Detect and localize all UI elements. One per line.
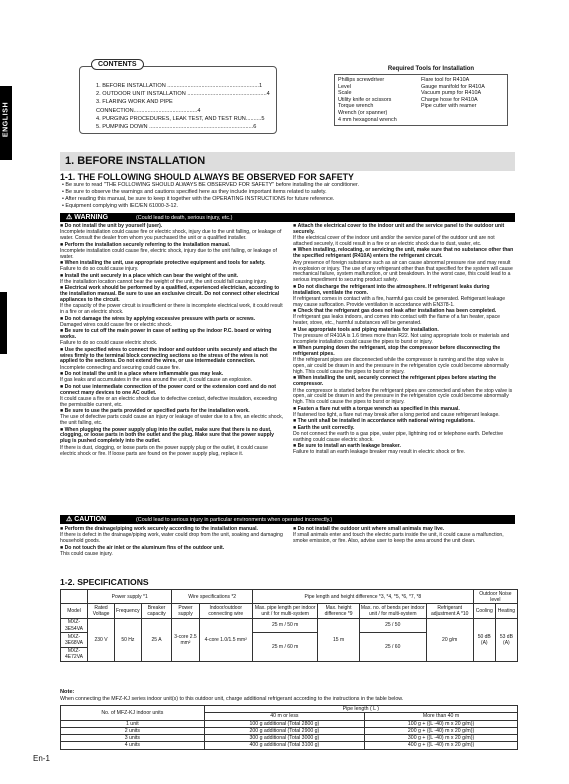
instruction-heading: ■ When plugging the power supply plug into the outlet, make sure that there is no dust, clogging, or loose parts in both the outlet and the plug. Make sure that the power supply plug is pushed completely into the outlet.: [60, 428, 285, 446]
table-cell: Pipe length and height difference *3, *4, *5, *6, *7, *8: [252, 590, 473, 604]
table-cell: 50 dB (A): [473, 618, 495, 661]
instruction-text: Incomplete installation could cause fire or electric shock, injury due to the unit falling, or leakage of water. Consult the dealer from whom you purchased the unit or a qualified installer.: [60, 229, 282, 242]
instruction-text: Damaged wires could cause fire or electric shock.: [60, 321, 173, 328]
table-cell: 200 g additional (Total 2900 g): [204, 727, 364, 734]
instruction-text: Do not connect the earth to a gas pipe, water pipe, lightning rod or telephone earth. Defective earthing could cause electric shock.: [293, 430, 504, 443]
instruction-heading: ■ Install the unit securely in a place which can bear the weight of the unit.: [60, 274, 285, 280]
table-cell: 50 Hz: [115, 618, 142, 661]
instruction-heading: ■ Do not touch the air inlet or the aluminum fins of the outdoor unit.: [60, 546, 285, 552]
table-cell: Pipe length ( L ): [204, 706, 517, 713]
table-cell: Power supply: [172, 604, 199, 618]
warning-note: (Could lead to death, serious injury, etc.): [136, 215, 233, 221]
table-cell: Outdoor Noise level: [473, 590, 517, 604]
table-cell: 25 / 50: [359, 618, 426, 632]
safety-intro: [62, 182, 512, 210]
table-cell: 25 m / 60 m: [252, 633, 317, 662]
instruction-heading: ■ Do not install the unit in a place where inflammable gas may leak.: [60, 372, 285, 378]
tool-item: Vacuum pump for R410A: [421, 90, 482, 97]
instruction-heading: ■ Perform the drainage/piping work securely according to the installation manual.: [60, 527, 285, 533]
table-cell: 230 V: [88, 618, 115, 661]
tool-item: Charge hose for R410A: [421, 96, 478, 103]
section-marker: [0, 292, 7, 354]
refrigerant-table: [60, 705, 518, 750]
instruction-text: It could cause a fire or an electric shock due to defective contact, defective insulation, exceeding the permissible current, etc.: [60, 395, 277, 408]
instruction-text: If the installation location cannot bear the weight of the unit, the unit could fall causing injury.: [60, 278, 268, 285]
instruction-heading: ■ Use the specified wires to connect the indoor and outdoor units securely and attach the wires firmly to the terminal block connecting sections so the stress of the wires is not applied to the sections. Do not extend the wires, or use intermediate connection.: [60, 348, 285, 366]
table-cell: 300 g additional (Total 3000 g): [204, 735, 364, 742]
tool-item: Wrench (or spanner): [338, 109, 388, 116]
tools-box: [334, 74, 508, 126]
instruction-text: If the electrical cover of the indoor unit and/or the service panel of the outdoor unit are not attached securely, it could result in a fire or an electric shock due to dust, water, etc.: [293, 235, 495, 248]
table-cell: Wire specifications *2: [172, 590, 253, 604]
instruction-heading: ■ Do not use intermediate connection of the power cord or the extension cord and do not connect many devices to one AC outlet.: [60, 385, 285, 397]
table-cell: 400 g additional (Total 3100 g): [204, 742, 364, 749]
instruction-heading: ■ Do not damage the wires by applying excessive pressure with parts or screws.: [60, 317, 285, 323]
table-row: [61, 706, 518, 713]
contents-title: CONTENTS: [91, 59, 144, 70]
table-cell: 3-core 2.5 mm²: [172, 618, 199, 661]
instruction-text: This could cause injury.: [60, 550, 113, 557]
specs-table: [60, 589, 518, 662]
table-cell: Breaker capacity: [141, 604, 172, 618]
table-row: [61, 604, 518, 618]
tool-item: Torque wrench: [338, 103, 374, 110]
instruction-text: If refrigerant gas leaks indoors, and comes into contact with the flame of a fan heater, space heater, stove, etc., harmful substances will be generated.: [293, 314, 500, 327]
tools-left: [338, 77, 421, 123]
tool-item: Utility knife or scissors: [338, 96, 392, 103]
table-cell: Max. pipe length per indoor unit / for multi-system: [252, 604, 317, 618]
table-cell: Max. height difference *9: [318, 604, 359, 618]
tool-item: Phillips screwdriver: [338, 77, 385, 83]
tool-item: Level: [338, 83, 351, 90]
intro-bullet: • Be sure to read "THE FOLLOWING SHOULD ALWAYS BE OBSERVED FOR SAFETY" before installing the air conditioner.: [62, 182, 360, 188]
caution-note: (Could lead to serious injury in particular environments when operated incorrectly.): [136, 517, 333, 523]
instruction-heading: ■ Do not install the outdoor unit where small animals may live.: [293, 527, 515, 533]
required-tools: [334, 66, 508, 126]
tools-right: [421, 77, 504, 123]
table-cell: 15 m: [318, 618, 359, 661]
table-cell: 3 units: [61, 735, 205, 742]
table-cell: 100 g additional (Total 2800 g): [204, 720, 364, 727]
instruction-heading: ■ The unit shall be installed in accordance with national wiring regulations.: [293, 419, 515, 425]
warning-label: ⚠ WARNING: [66, 214, 109, 221]
contents-item[interactable]: 3. FLARING WORK AND PIPE CONNECTION.........................................4: [96, 99, 201, 114]
warning-bar: [60, 213, 515, 222]
contents-item[interactable]: 2. OUTDOOR UNIT INSTALLATION ...................................................4: [96, 91, 270, 98]
instruction-text: The use of defective parts could cause an injury or leakage of water due to a fire, an electric shock, the unit falling, etc.: [60, 414, 284, 427]
table-cell: 40 m or less: [204, 713, 364, 720]
tool-item: 4 mm hexagonal wrench: [338, 116, 397, 123]
tool-item: Gauge manifold for R410A: [421, 83, 485, 90]
instruction-heading: ■ Do not install the unit by yourself (user).: [60, 224, 285, 230]
specs-heading: 1-2. SPECIFICATIONS: [60, 577, 149, 587]
table-cell: 25 A: [141, 618, 172, 661]
table-cell: Rated Voltage: [88, 604, 115, 618]
instruction-text: Incomplete installation could cause fire, electric shock, injury due to the unit falling, or leakage of water.: [60, 247, 277, 260]
instruction-text: If there is dust, clogging, or loose parts on the power supply plug or the outlet, it could cause electric shock or fire. If loose parts are found on the power supply plug, replace it.: [60, 444, 268, 457]
table-row: [61, 618, 518, 632]
table-cell: 300 g + ((L -40) m x 20 g/m)): [365, 735, 518, 742]
table-row: [61, 720, 518, 727]
table-row: [61, 590, 518, 604]
instruction-heading: ■ Be sure to install an earth leakage breaker.: [293, 444, 515, 450]
table-cell: 25 m / 50 m: [252, 618, 317, 632]
instruction-heading: ■ Electrical work should be performed by a qualified, experienced electrician, according to the installation manual. Be sure to use an exclusive circuit. Do not connect other electrical appliances to the circuit.: [60, 286, 285, 304]
section-heading: 1. BEFORE INSTALLATION: [60, 152, 515, 171]
contents-item[interactable]: 4. PURGING PROCEDURES, LEAK TEST, AND TEST RUN..........5: [96, 115, 265, 122]
table-cell: MXZ-3E54VA: [61, 618, 88, 632]
instruction-text: If there is defect in the drainage/piping work, water could drop from the unit, soaking and damaging household goods.: [60, 532, 283, 545]
table-cell: Model: [61, 604, 88, 618]
table-cell: 2 units: [61, 727, 205, 734]
instruction-text: Any presence of foreign substance such as air can cause abnormal pressure rise and may result in explosion or injury. The use of any refrigerant other than that specified for the system will cause mechanical failure, system malfunction, or unit breakdown. In the worst case, this could lead to a serious impediment to securing product safety.: [293, 259, 513, 284]
note-text: When connecting the MFZ-KJ series indoor unit(s) to this outdoor unit, charge additional refrigerant according to the instructions in the table below.: [60, 696, 404, 702]
instruction-heading: ■ When pumping down the refrigerant, stop the compressor before disconnecting the refrigerant pipes.: [293, 346, 515, 358]
warning-right-column: [293, 224, 515, 508]
table-cell: Power supply *1: [88, 590, 172, 604]
table-cell: Frequency: [115, 604, 142, 618]
table-cell: 200 g + ((L -40) m x 20 g/m)): [365, 727, 518, 734]
table-row: [61, 727, 518, 734]
table-cell: Heating: [495, 604, 517, 618]
instruction-text: If the capacity of the power circuit is insufficient or there is incomplete electrical work, it could result in a fire or an electric shock.: [60, 303, 283, 316]
table-cell: MXZ-4E72VA: [61, 647, 88, 661]
table-cell: 4 units: [61, 742, 205, 749]
instruction-heading: ■ Attach the electrical cover to the indoor unit and the service panel to the outdoor unit securely.: [293, 224, 515, 236]
table-cell: Refrigerant adjustment A *10: [426, 604, 473, 618]
instruction-heading: ■ Use appropriate tools and piping materials for installation.: [293, 328, 515, 334]
language-tab: [0, 86, 12, 160]
table-cell: 25 / 60: [359, 633, 426, 662]
table-cell: More than 40 m: [365, 713, 518, 720]
caution-label: ⚠ CAUTION: [66, 516, 107, 523]
table-cell: MXZ-3E68VA: [61, 633, 88, 647]
contents-list: [96, 82, 276, 131]
warning-left-column: [60, 224, 285, 508]
table-cell: 100 g + ((L -40) m x 20 g/m)): [365, 720, 518, 727]
instruction-text: If the compressor is started before the refrigerant pipes are connected and when the stop valve is open, air could be drawn in and the pressure in the refrigeration cycle could become abnormally high. This could cause the pipes to burst or injury.: [293, 387, 513, 406]
instruction-text: If fastened too tight, a flare nut may break after a long period and cause refrigerant leakage.: [293, 411, 500, 418]
instruction-heading: ■ When installing the unit, securely connect the refrigerant pipes before starting the compressor.: [293, 376, 515, 388]
instruction-text: If refrigerant comes in contact with a fire, harmful gas could be generated. Refrigerant leakage may cause suffocation. Provide ventilation in accordance with EN378-1.: [293, 295, 506, 308]
table-cell: 20 g/m: [426, 618, 473, 661]
contents-item[interactable]: 5. PUMPING DOWN ...................................................................6: [96, 124, 257, 131]
intro-bullet: • Equipment complying with IEC/EN 61000-3-12.: [62, 203, 179, 209]
table-cell: Cooling: [473, 604, 495, 618]
instruction-heading: ■ When installing the unit, use appropriate protective equipment and tools for safety.: [60, 261, 285, 267]
instruction-text: Failure to do so could cause electric shock.: [60, 340, 158, 347]
note-title: Note:: [60, 689, 75, 695]
table-cell: No. of MFZ-KJ indoor units: [61, 706, 205, 721]
caution-bar: [60, 515, 515, 524]
page-number: En-1: [33, 754, 50, 763]
table-cell: 53 dB (A): [495, 618, 517, 661]
instruction-text: Incomplete connecting and securing could cause fire.: [60, 364, 181, 371]
instruction-heading: ■ Be sure to cut off the main power in case of setting up the indoor P.C. board or wiring works.: [60, 329, 285, 341]
instruction-heading: ■ When installing, relocating, or servicing the unit, make sure that no substance other than the specified refrigerant (R410A) enters the refrigerant circuit.: [293, 248, 515, 260]
table-cell: 1 unit: [61, 720, 205, 727]
intro-bullet: • After reading this manual, be sure to keep it together with the OPERATING INSTRUCTIONS for future reference.: [62, 196, 335, 202]
table-cell: 4-core 1.0/1.5 mm²: [199, 618, 252, 661]
table-cell: [61, 590, 88, 604]
instruction-text: Failure to do so could cause injury.: [60, 266, 139, 273]
safety-heading: 1-1. THE FOLLOWING SHOULD ALWAYS BE OBSERVED FOR SAFETY: [60, 172, 354, 182]
contents-item[interactable]: 1. BEFORE INSTALLATION ...........................................................1: [96, 83, 263, 89]
table-cell: Indoor/outdoor connecting wire: [199, 604, 252, 618]
table-row: [61, 735, 518, 742]
instruction-text: If gas leaks and accumulates in the area around the unit, it could cause an explosion.: [60, 377, 252, 384]
instruction-heading: ■ Do not discharge the refrigerant into the atmosphere. If refrigerant leaks during installation, ventilate the room.: [293, 285, 515, 297]
instruction-heading: ■ Be sure to use the parts provided or specified parts for the installation work.: [60, 409, 285, 415]
instruction-heading: ■ Perform the installation securely referring to the installation manual.: [60, 243, 285, 249]
caution-left-column: [60, 527, 285, 558]
intro-bullet: • Be sure to observe the warnings and cautions specified here as they include important items related to safety.: [62, 189, 327, 195]
instruction-heading: ■ Fasten a flare nut with a torque wrench as specified in this manual.: [293, 407, 515, 413]
instruction-text: Failure to install an earth leakage breaker may result in electric shock or fire.: [293, 449, 466, 456]
tool-item: Flare tool for R410A: [421, 77, 470, 83]
table-row: [61, 742, 518, 749]
table-cell: Max. no. of bends per indoor unit / for multi-system: [360, 604, 425, 618]
tools-title: Required Tools for Installation: [387, 66, 475, 72]
language-label: ENGLISH: [2, 101, 10, 138]
table-cell: 400 g + ((L -40) m x 20 g/m)): [365, 742, 518, 749]
tool-item: Pipe cutter with reamer: [421, 103, 477, 110]
tool-item: Scale: [338, 90, 352, 97]
caution-right-column: [293, 527, 515, 546]
instruction-text: The pressure of R410A is 1.6 times more than R22. Not using appropriate tools or materials and incomplete installation could cause the pipes to burst or injury.: [293, 332, 510, 345]
instruction-heading: ■ Check that the refrigerant gas does not leak after installation has been completed.: [293, 309, 515, 315]
contents-box: [79, 61, 277, 134]
instruction-heading: ■ Earth the unit correctly.: [293, 426, 515, 432]
instruction-text: If small animals enter and touch the electric parts inside the unit, it could cause a malfunction, smoke emission, or fire. Also, advise user to keep the area around the unit clean.: [293, 532, 504, 545]
instruction-text: If the refrigerant pipes are disconnected while the compressor is running and the stop valve is open, air could be drawn in and the pressure in the refrigeration cycle could become abnormally high. This could cause the pipes to burst or injury.: [293, 357, 509, 376]
